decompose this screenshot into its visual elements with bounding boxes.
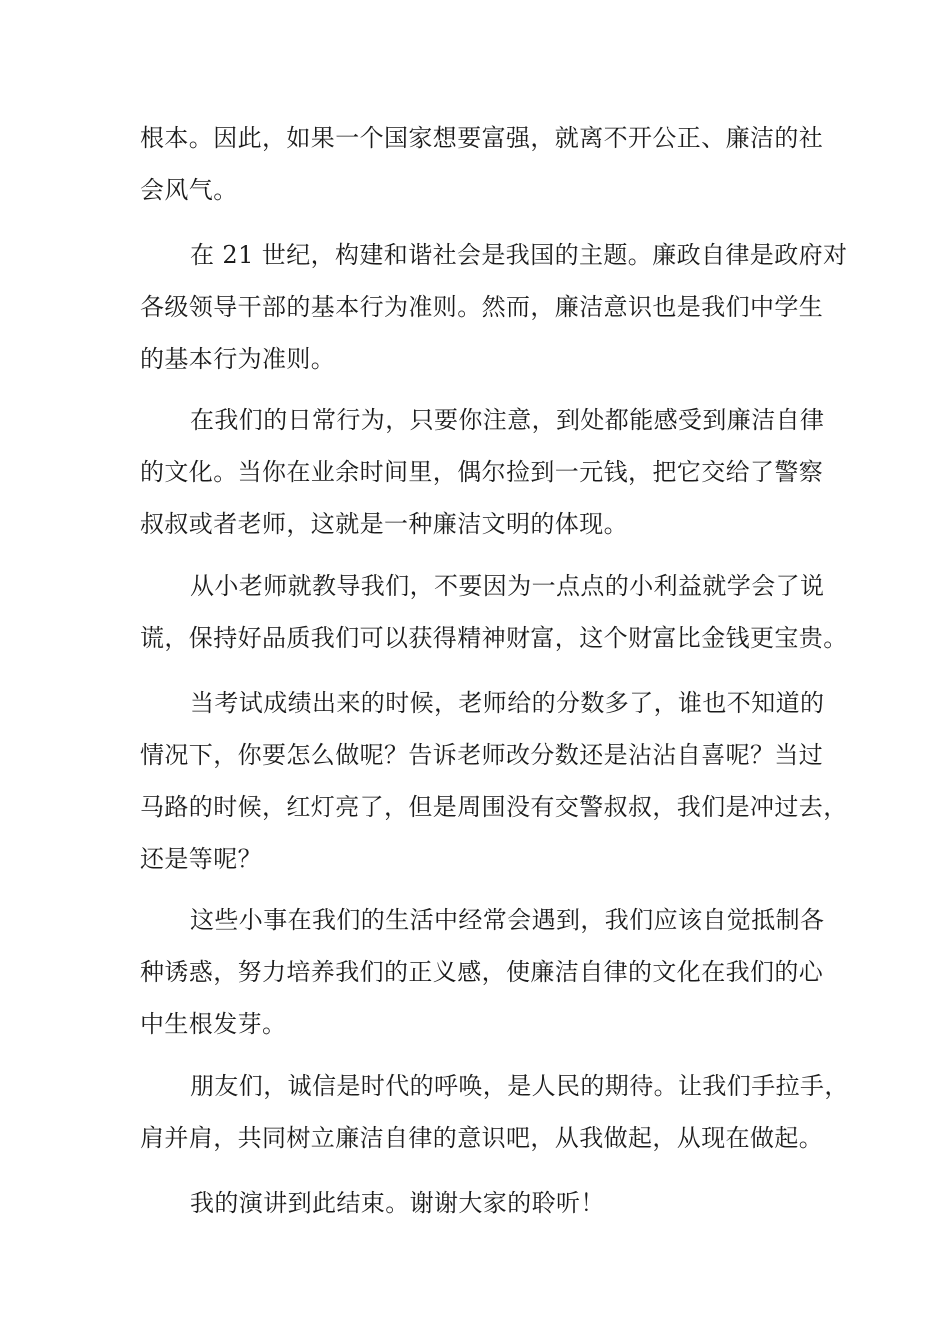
paragraph-2-line-2: 各级领导干部的基本行为准则。然而，廉洁意识也是我们中学生 — [140, 293, 824, 321]
paragraph-6-line-1: 这些小事在我们的生活中经常会遇到，我们应该自觉抵制各 — [190, 906, 825, 934]
paragraph-6-line-2: 种诱惑，努力培养我们的正义感，使廉洁自律的文化在我们的心 — [140, 958, 824, 986]
paragraph-3-line-2: 的文化。当你在业余时间里，偶尔捡到一元钱，把它交给了警察 — [140, 458, 824, 486]
paragraph-5-line-3: 马路的时候，红灯亮了，但是周围没有交警叔叔，我们是冲过去， — [140, 793, 848, 821]
paragraph-6-line-3: 中生根发芽。 — [140, 1010, 287, 1038]
paragraph-2-line-3: 的基本行为准则。 — [140, 345, 336, 373]
paragraph-8-line-1: 我的演讲到此结束。谢谢大家的聆听！ — [190, 1189, 605, 1217]
paragraph-3-line-1: 在我们的日常行为，只要你注意，到处都能感受到廉洁自律 — [190, 406, 825, 434]
paragraph-1-line-2: 会风气。 — [140, 176, 238, 204]
paragraph-1-line-1: 根本。因此，如果一个国家想要富强，就离不开公正、廉洁的社 — [140, 124, 824, 152]
paragraph-5-line-1: 当考试成绩出来的时候，老师给的分数多了，谁也不知道的 — [190, 689, 825, 717]
paragraph-4-line-1: 从小老师就教导我们，不要因为一点点的小利益就学会了说 — [190, 572, 825, 600]
paragraph-2-line-1: 在 21 世纪，构建和谐社会是我国的主题。廉政自律是政府对 — [190, 241, 848, 269]
paragraph-5-line-2: 情况下，你要怎么做呢？告诉老师改分数还是沾沾自喜呢？当过 — [140, 741, 824, 769]
paragraph-7-line-2: 肩并肩，共同树立廉洁自律的意识吧，从我做起，从现在做起。 — [140, 1124, 824, 1152]
paragraph-3-line-3: 叔叔或者老师，这就是一种廉洁文明的体现。 — [140, 510, 628, 538]
paragraph-7-line-1: 朋友们，诚信是时代的呼唤，是人民的期待。让我们手拉手， — [190, 1072, 849, 1100]
paragraph-4-line-2: 谎，保持好品质我们可以获得精神财富，这个财富比金钱更宝贵。 — [140, 624, 848, 652]
paragraph-5-line-4: 还是等呢？ — [140, 845, 262, 873]
